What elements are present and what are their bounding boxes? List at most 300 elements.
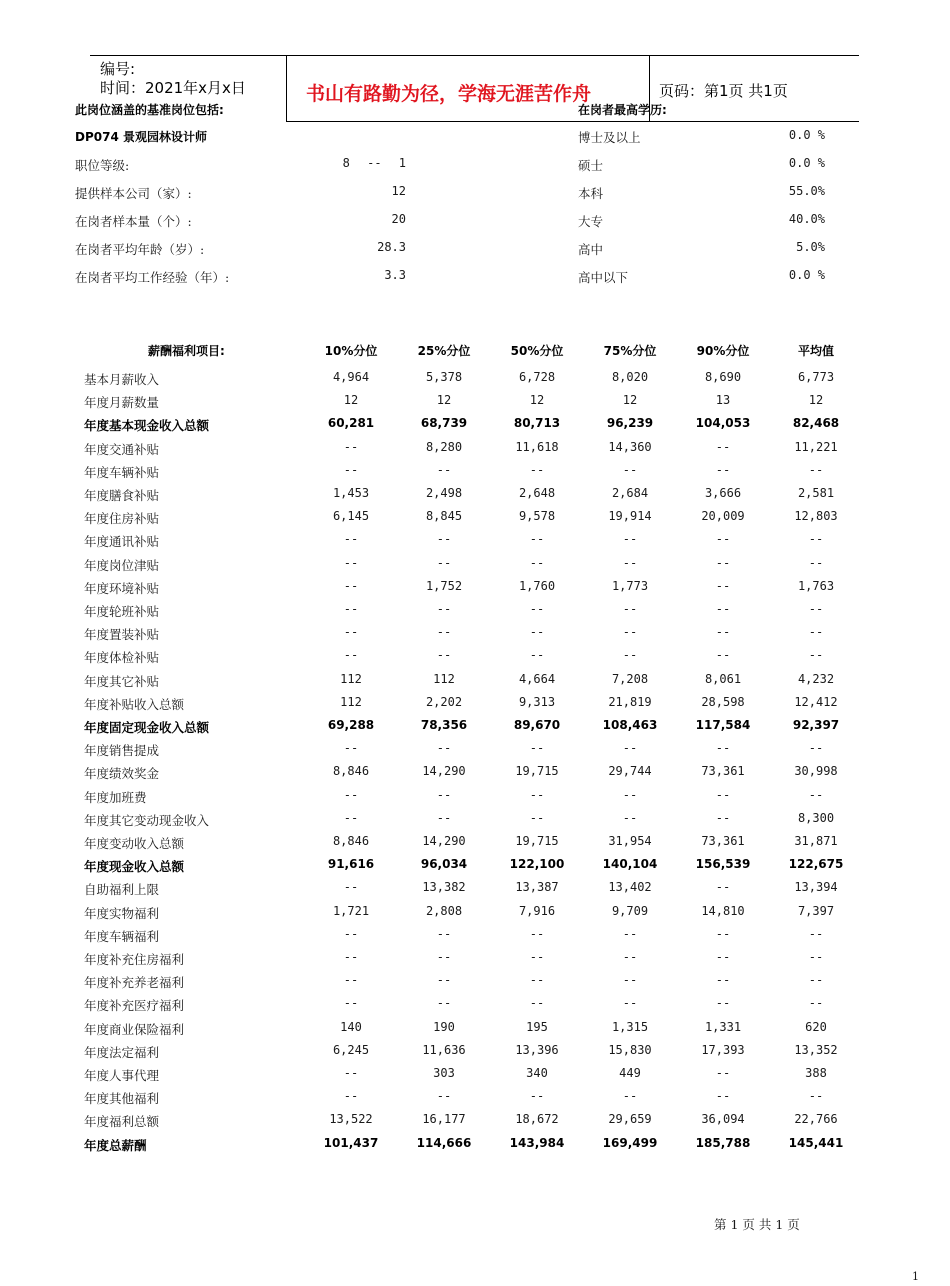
table-row xyxy=(0,509,950,532)
row-cell: -- xyxy=(436,996,452,1011)
row-cell: 20,009 xyxy=(701,509,745,524)
page-label: 页码：第1页 共1页 xyxy=(659,82,788,100)
row-label: 年度销售提成 xyxy=(84,743,160,759)
row-label: 年度补贴收入总额 xyxy=(84,696,185,712)
row-cell: 122,675 xyxy=(788,857,844,872)
row-cell: -- xyxy=(529,741,545,756)
field-label: 在岗者平均工作经验（年）: xyxy=(75,270,230,285)
time-label: 时间：2021年x月x日 xyxy=(100,79,246,97)
slogan: 书山有路勤为径，学海无涯苦作舟 xyxy=(306,83,592,105)
row-cell: 29,659 xyxy=(608,1112,652,1127)
row-cell: 1,315 xyxy=(611,1019,649,1034)
row-cell: 4,664 xyxy=(518,671,556,686)
table-row xyxy=(0,1089,950,1112)
row-cell: 8,020 xyxy=(611,370,649,384)
field-label: 在岗者样本量（个）: xyxy=(75,214,192,229)
row-cell: 195 xyxy=(526,1019,548,1034)
row-cell: 112 xyxy=(340,671,362,686)
row-label: 年度实物福利 xyxy=(84,905,160,921)
row-cell: -- xyxy=(436,741,452,756)
row-cell: -- xyxy=(529,462,545,477)
row-cell: -- xyxy=(715,648,731,663)
row-cell: -- xyxy=(622,1089,638,1104)
covers-label: 此岗位涵盖的基准岗位包括: xyxy=(75,103,224,117)
row-label: 年度加班费 xyxy=(84,789,147,805)
row-cell: 143,984 xyxy=(509,1135,565,1150)
row-label: 年度车辆补贴 xyxy=(84,464,160,480)
row-cell: 101,437 xyxy=(323,1135,379,1150)
row-cell: 11,221 xyxy=(794,439,838,454)
job-title: DP074 景观园林设计师 xyxy=(75,130,207,144)
row-cell: 145,441 xyxy=(788,1135,844,1150)
row-cell: 7,208 xyxy=(611,671,649,686)
table-row xyxy=(0,741,950,764)
row-cell: 112 xyxy=(433,671,455,686)
row-cell: -- xyxy=(436,787,452,802)
row-cell: -- xyxy=(622,625,638,640)
row-cell: 6,773 xyxy=(797,370,835,384)
row-cell: 96,239 xyxy=(606,416,654,431)
table-header-p50: 50%分位 xyxy=(510,344,564,358)
table-header-item: 薪酬福利项目: xyxy=(148,344,225,358)
row-cell: -- xyxy=(436,926,452,941)
field-label: 在岗者平均年龄（岁）: xyxy=(75,242,205,257)
row-cell: -- xyxy=(436,555,452,570)
row-cell: -- xyxy=(715,602,731,616)
row-cell: 6,728 xyxy=(518,370,556,384)
row-label: 年度膳食补贴 xyxy=(84,488,160,503)
row-cell: -- xyxy=(622,462,638,477)
row-cell: 19,914 xyxy=(608,509,652,524)
table-row xyxy=(0,718,950,741)
row-cell: 2,684 xyxy=(611,486,649,500)
row-cell: 13,402 xyxy=(608,880,652,895)
row-cell: 89,670 xyxy=(513,718,561,732)
row-cell: 1,763 xyxy=(797,578,835,593)
footer-page-text: 第 1 页 共 1 页 xyxy=(714,1217,800,1232)
row-cell: 156,539 xyxy=(695,857,751,872)
education-label: 高中以下 xyxy=(578,270,629,285)
row-cell: -- xyxy=(529,810,545,825)
row-label: 年度环境补贴 xyxy=(84,580,160,596)
row-cell: 14,290 xyxy=(422,834,466,848)
row-cell: -- xyxy=(529,1089,545,1104)
table-row xyxy=(0,1020,950,1043)
row-cell: -- xyxy=(622,741,638,756)
row-cell: -- xyxy=(808,462,824,477)
row-cell: -- xyxy=(715,973,731,988)
row-cell: 60,281 xyxy=(327,416,375,431)
education-label: 大专 xyxy=(578,214,604,229)
row-cell: 1,760 xyxy=(518,578,556,593)
row-cell: -- xyxy=(529,532,545,547)
row-cell: 185,788 xyxy=(695,1135,751,1150)
row-cell: 2,581 xyxy=(797,486,835,500)
row-cell: 30,998 xyxy=(794,764,838,779)
row-cell: 340 xyxy=(526,1066,548,1080)
header-top-rule xyxy=(90,55,859,56)
row-cell: 2,202 xyxy=(425,694,463,709)
education-label: 硕士 xyxy=(578,158,604,173)
row-label: 年度现金收入总额 xyxy=(84,859,185,875)
row-cell: 12,803 xyxy=(794,509,838,524)
row-cell: 12 xyxy=(622,393,638,408)
row-label: 年度置装补贴 xyxy=(84,627,160,643)
row-cell: -- xyxy=(715,462,731,477)
row-label: 年度体检补贴 xyxy=(84,650,160,666)
row-cell: -- xyxy=(808,602,824,616)
row-cell: -- xyxy=(715,1089,731,1104)
table-row xyxy=(0,1112,950,1135)
row-cell: 1,721 xyxy=(332,903,370,918)
row-cell: -- xyxy=(436,532,452,547)
row-cell: -- xyxy=(808,950,824,964)
row-cell: -- xyxy=(343,741,359,756)
row-cell: 68,739 xyxy=(420,416,468,431)
education-label: 本科 xyxy=(578,186,604,201)
row-cell: 4,232 xyxy=(797,671,835,686)
row-cell: 36,094 xyxy=(701,1112,745,1127)
row-cell: -- xyxy=(715,996,731,1011)
table-header-avg: 平均值 xyxy=(797,344,834,358)
row-cell: 8,280 xyxy=(425,439,463,454)
row-cell: 17,393 xyxy=(701,1042,745,1057)
row-cell: 16,177 xyxy=(422,1112,466,1127)
row-cell: 114,666 xyxy=(416,1135,472,1150)
row-cell: 22,766 xyxy=(794,1112,838,1127)
row-cell: 104,053 xyxy=(695,416,751,431)
education-value: 40.0% xyxy=(788,212,825,226)
row-cell: 14,810 xyxy=(701,903,745,918)
education-label: 博士及以上 xyxy=(578,130,641,145)
education-value: 0.0 % xyxy=(788,268,825,282)
row-label: 年度法定福利 xyxy=(84,1044,160,1060)
row-cell: 91,616 xyxy=(327,857,375,872)
row-label: 年度轮班补贴 xyxy=(84,604,160,619)
row-cell: 6,145 xyxy=(332,509,370,524)
table-header-p25: 25%分位 xyxy=(417,344,471,358)
table-row xyxy=(0,1043,950,1066)
row-label: 自助福利上限 xyxy=(84,882,160,898)
table-row xyxy=(0,695,950,718)
row-cell: -- xyxy=(529,625,545,640)
table-row xyxy=(0,880,950,903)
row-cell: 12,412 xyxy=(794,694,838,709)
row-cell: -- xyxy=(529,602,545,616)
row-label: 年度变动收入总额 xyxy=(84,836,185,851)
row-cell: -- xyxy=(343,787,359,802)
row-cell: -- xyxy=(808,787,824,802)
row-label: 年度商业保险福利 xyxy=(84,1021,185,1037)
field-value: 28.3 xyxy=(377,240,406,254)
row-cell: -- xyxy=(622,973,638,988)
row-cell: 4,964 xyxy=(332,370,370,384)
field-value: 20 xyxy=(391,212,406,226)
row-cell: 8,061 xyxy=(704,671,742,686)
row-cell: 12 xyxy=(808,393,824,408)
row-cell: -- xyxy=(622,996,638,1011)
table-header-p10: 10%分位 xyxy=(324,344,378,358)
field-value: 3.3 xyxy=(384,268,406,282)
table-row xyxy=(0,996,950,1019)
row-cell: -- xyxy=(715,810,731,825)
corner-number: 1 xyxy=(912,1270,919,1283)
row-cell: -- xyxy=(436,1089,452,1104)
row-cell: 31,954 xyxy=(608,834,652,848)
row-cell: -- xyxy=(715,1066,731,1080)
row-cell: -- xyxy=(343,880,359,895)
row-cell: 8,846 xyxy=(332,764,370,779)
row-label: 年度其他福利 xyxy=(84,1091,160,1107)
education-value: 55.0% xyxy=(788,184,825,198)
field-label: 提供样本公司（家）: xyxy=(75,186,192,201)
row-cell: 29,744 xyxy=(608,764,652,779)
row-cell: -- xyxy=(622,648,638,663)
row-cell: 7,397 xyxy=(797,903,835,918)
row-cell: -- xyxy=(529,950,545,964)
row-cell: 13,394 xyxy=(794,880,838,895)
row-cell: -- xyxy=(808,648,824,663)
row-cell: 11,618 xyxy=(515,439,559,454)
row-cell: 620 xyxy=(805,1019,827,1034)
row-cell: -- xyxy=(343,973,359,988)
row-cell: -- xyxy=(808,532,824,547)
table-row xyxy=(0,811,950,834)
row-cell: 108,463 xyxy=(602,718,658,732)
row-label: 年度月薪数量 xyxy=(84,395,160,411)
row-cell: 9,709 xyxy=(611,903,649,918)
row-cell: -- xyxy=(715,439,731,454)
row-label: 年度固定现金收入总额 xyxy=(84,720,210,735)
row-cell: 1,453 xyxy=(332,486,370,500)
row-cell: -- xyxy=(343,625,359,640)
row-cell: 73,361 xyxy=(701,764,745,779)
education-value: 0.0 % xyxy=(788,156,825,170)
row-cell: -- xyxy=(715,787,731,802)
table-row xyxy=(0,1066,950,1089)
table-row xyxy=(0,834,950,857)
table-row xyxy=(0,416,950,439)
row-cell: 8,300 xyxy=(797,810,835,825)
row-cell: 140 xyxy=(340,1019,362,1034)
row-cell: -- xyxy=(343,602,359,616)
row-cell: -- xyxy=(715,578,731,593)
row-cell: 122,100 xyxy=(509,857,565,872)
row-cell: -- xyxy=(715,555,731,570)
row-cell: -- xyxy=(343,810,359,825)
table-row xyxy=(0,672,950,695)
table-row xyxy=(0,556,950,579)
row-cell: -- xyxy=(715,880,731,895)
row-cell: 190 xyxy=(433,1019,455,1034)
row-cell: 169,499 xyxy=(602,1135,658,1150)
header-bottom-rule xyxy=(286,121,859,122)
table-row xyxy=(0,1136,950,1159)
row-cell: 13,522 xyxy=(329,1112,373,1127)
row-cell: 112 xyxy=(340,694,362,709)
row-cell: 388 xyxy=(805,1066,827,1080)
row-cell: 69,288 xyxy=(327,718,375,732)
row-cell: -- xyxy=(529,648,545,663)
row-label: 年度福利总额 xyxy=(84,1114,160,1130)
row-cell: -- xyxy=(436,648,452,663)
row-cell: -- xyxy=(343,439,359,454)
row-cell: -- xyxy=(529,555,545,570)
row-cell: -- xyxy=(808,555,824,570)
row-cell: -- xyxy=(808,1089,824,1104)
row-cell: 31,871 xyxy=(794,834,838,848)
row-label: 年度其它变动现金收入 xyxy=(84,812,210,828)
row-cell: 3,666 xyxy=(704,486,742,500)
row-cell: 14,360 xyxy=(608,439,652,454)
row-cell: 19,715 xyxy=(515,764,559,779)
table-row xyxy=(0,927,950,950)
row-cell: 21,819 xyxy=(608,694,652,709)
row-cell: 78,356 xyxy=(420,718,468,732)
row-cell: -- xyxy=(715,926,731,941)
row-cell: -- xyxy=(436,625,452,640)
education-value: 0.0 % xyxy=(788,128,825,142)
row-cell: 13 xyxy=(715,393,731,408)
row-cell: -- xyxy=(343,926,359,941)
row-cell: -- xyxy=(622,602,638,616)
row-cell: -- xyxy=(529,787,545,802)
row-cell: -- xyxy=(622,787,638,802)
row-cell: -- xyxy=(529,926,545,941)
row-cell: 18,672 xyxy=(515,1112,559,1127)
row-label: 年度基本现金收入总额 xyxy=(84,418,210,434)
row-label: 年度其它补贴 xyxy=(84,673,160,689)
row-cell: 2,808 xyxy=(425,903,463,918)
row-cell: 12 xyxy=(343,393,359,408)
row-cell: -- xyxy=(436,810,452,825)
row-cell: -- xyxy=(343,578,359,593)
row-cell: 80,713 xyxy=(513,416,561,431)
row-label: 年度车辆福利 xyxy=(84,928,160,944)
row-cell: -- xyxy=(343,648,359,663)
row-cell: 6,245 xyxy=(332,1042,370,1057)
row-cell: -- xyxy=(715,532,731,547)
row-cell: 2,648 xyxy=(518,486,556,500)
row-cell: 12 xyxy=(529,393,545,408)
row-cell: -- xyxy=(343,532,359,547)
row-cell: 9,313 xyxy=(518,694,556,709)
table-row xyxy=(0,440,950,463)
row-cell: 12 xyxy=(436,393,452,408)
row-cell: 92,397 xyxy=(792,718,840,732)
row-label: 年度通讯补贴 xyxy=(84,534,160,550)
row-cell: 1,331 xyxy=(704,1019,742,1034)
row-cell: 7,916 xyxy=(518,903,556,918)
row-cell: -- xyxy=(343,1089,359,1104)
row-label: 年度人事代理 xyxy=(84,1068,160,1083)
row-cell: -- xyxy=(622,555,638,570)
code-label: 编号: xyxy=(100,60,136,78)
table-header-p75: 75%分位 xyxy=(603,344,657,358)
row-cell: -- xyxy=(622,532,638,547)
row-cell: 117,584 xyxy=(695,718,751,732)
row-cell: -- xyxy=(622,926,638,941)
row-cell: 13,382 xyxy=(422,880,466,895)
row-cell: -- xyxy=(622,950,638,964)
education-title: 在岗者最高学历: xyxy=(578,103,667,117)
table-row xyxy=(0,370,950,393)
field-value: 12 xyxy=(391,184,406,198)
row-cell: 1,752 xyxy=(425,578,463,593)
row-label: 年度住房补贴 xyxy=(84,511,160,527)
row-cell: -- xyxy=(343,996,359,1011)
education-label: 高中 xyxy=(578,242,604,257)
table-row xyxy=(0,602,950,625)
row-cell: 9,578 xyxy=(518,509,556,524)
row-cell: 303 xyxy=(433,1066,455,1080)
row-cell: -- xyxy=(715,741,731,756)
header-divider-left xyxy=(286,55,287,121)
row-label: 年度岗位津贴 xyxy=(84,557,160,573)
row-cell: -- xyxy=(436,462,452,477)
table-row xyxy=(0,648,950,671)
education-value: 5.0% xyxy=(796,240,825,254)
row-label: 年度总薪酬 xyxy=(84,1137,147,1153)
row-cell: -- xyxy=(343,555,359,570)
row-cell: 449 xyxy=(619,1066,641,1080)
table-row xyxy=(0,393,950,416)
table-row xyxy=(0,857,950,880)
row-cell: 13,387 xyxy=(515,880,559,895)
row-cell: -- xyxy=(715,950,731,964)
table-row xyxy=(0,950,950,973)
field-label: 职位等级: xyxy=(75,158,130,173)
row-cell: 8,845 xyxy=(425,509,463,524)
field-value: 8 -- 1 xyxy=(342,156,406,170)
row-cell: -- xyxy=(808,996,824,1011)
table-header-p90: 90%分位 xyxy=(696,344,750,358)
row-cell: 140,104 xyxy=(602,857,658,872)
row-cell: 19,715 xyxy=(515,834,559,848)
row-cell: 28,598 xyxy=(701,694,745,709)
table-row xyxy=(0,625,950,648)
row-label: 年度交通补贴 xyxy=(84,441,160,457)
row-cell: 5,378 xyxy=(425,370,463,384)
row-cell: 11,636 xyxy=(422,1042,466,1057)
row-cell: 13,352 xyxy=(794,1042,838,1057)
row-cell: -- xyxy=(808,741,824,756)
row-cell: -- xyxy=(808,973,824,988)
table-row xyxy=(0,788,950,811)
row-cell: -- xyxy=(343,1066,359,1080)
row-label: 年度补充养老福利 xyxy=(84,975,185,991)
row-cell: -- xyxy=(529,973,545,988)
row-cell: 96,034 xyxy=(420,857,468,872)
row-cell: 15,830 xyxy=(608,1042,652,1057)
row-cell: -- xyxy=(436,950,452,964)
row-cell: 2,498 xyxy=(425,486,463,500)
row-cell: -- xyxy=(622,810,638,825)
row-cell: 13,396 xyxy=(515,1042,559,1057)
table-row xyxy=(0,463,950,486)
row-cell: -- xyxy=(808,926,824,941)
row-label: 年度绩效奖金 xyxy=(84,766,160,782)
table-row xyxy=(0,486,950,509)
row-cell: 82,468 xyxy=(792,416,840,431)
row-cell: -- xyxy=(529,996,545,1011)
row-cell: -- xyxy=(715,625,731,640)
table-row xyxy=(0,904,950,927)
row-label: 基本月薪收入 xyxy=(84,372,160,387)
row-cell: 14,290 xyxy=(422,764,466,779)
row-cell: 8,690 xyxy=(704,370,742,384)
row-cell: -- xyxy=(436,602,452,616)
